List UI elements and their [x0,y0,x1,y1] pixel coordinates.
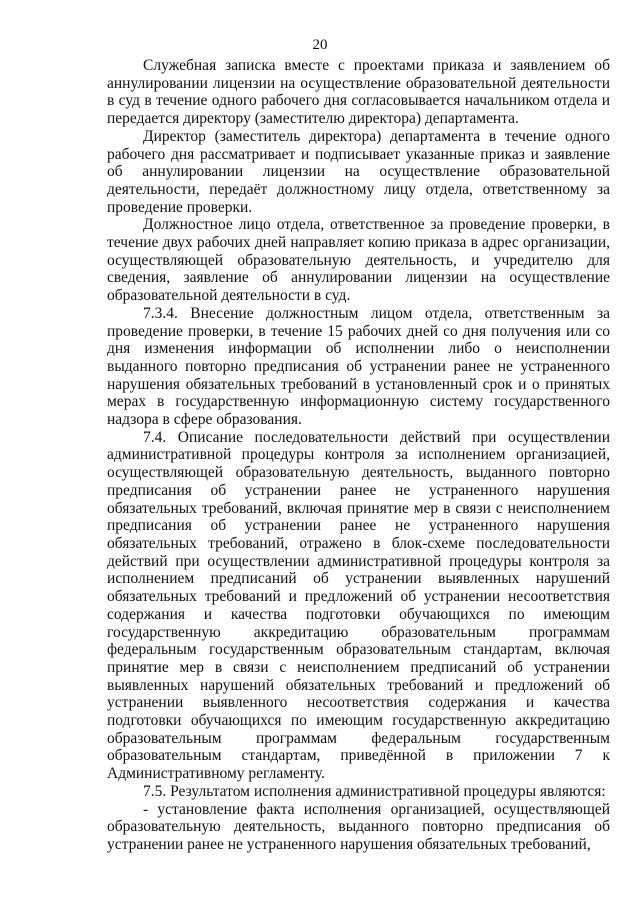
paragraph-director-review: Директор (заместитель директора) департамента в течение одного рабочего дня рассматривает и подписывает указанные приказ и заявление об аннулировании лицензии на осуществление образовательной деятельности, передаёт должностному лицу отдела, ответственному за проведение проверки. [107,127,610,216]
paragraph-official-sends: Должностное лицо отдела, ответственное за проведение проверки, в течение двух рабочих дней направляет копию приказа в адрес организации, осуществляющей образовательную деятельность, и учредителю для сведения, заявление об аннулировании лицензии на осуществление образовательной деятельности в суд. [107,216,610,305]
paragraph-7-3-4: 7.3.4. Внесение должностным лицом отдела, ответственным за проведение проверки, в течение 15 рабочих дней со дня получения или со дня изменения информации об исполнении либо о неисполнении выданного повторно предписания об устранении ранее не устраненного нарушения обязательных требований в установленный срок и о принятых мерах в государственную информационную систему государственного надзора в сфере образования. [107,304,610,429]
paragraph-result-item: - установление факта исполнения организацией, осуществляющей образовательную деятельность, выданного повторно предписания об устранении ранее не устраненного нарушения обязательных требований, [107,800,610,853]
paragraph-memo-approval: Служебная записка вместе с проектами приказа и заявлением об аннулировании лицензии на осуществление образовательной деятельности в суд в течение одного рабочего дня согласовывается начальником отдела и передается директору (заместителю директора) департамента. [107,57,610,128]
page-number: 20 [312,37,328,53]
document-body [107,57,610,854]
paragraph-7-5: 7.5. Результатом исполнения административной процедуры являются: [143,782,606,800]
paragraph-7-4: 7.4. Описание последовательности действий при осуществлении административной процедуры контроля за исполнением организацией, осуществляющей образовательную деятельность, выданного повторно предписания об устранении ранее не устраненного нарушения обязательных требований, включая принятие мер в связи с неисполнением предписания об устранении ранее не устраненного нарушения обязательных требований, отражено в блок-схеме последовательности действий при осуществлении административной процедуры контроля за исполнением предписаний об устранении выявленных нарушений обязательных требований и предложений об устранении несоответствия содержания и качества подготовки обучающихся по имеющим государственную аккредитацию образовательным программам федеральным государственным образовательным стандартам, включая принятие мер в связи с неисполнением предписаний об устранении выявленных нарушений обязательных требований и предложений об устранении выявленного несоответствия содержания и качества подготовки обучающихся по имеющим государственную аккредитацию образовательным программам федеральным государственным образовательным стандартам, приведённой в приложении 7 к Административному регламенту. [107,428,610,783]
